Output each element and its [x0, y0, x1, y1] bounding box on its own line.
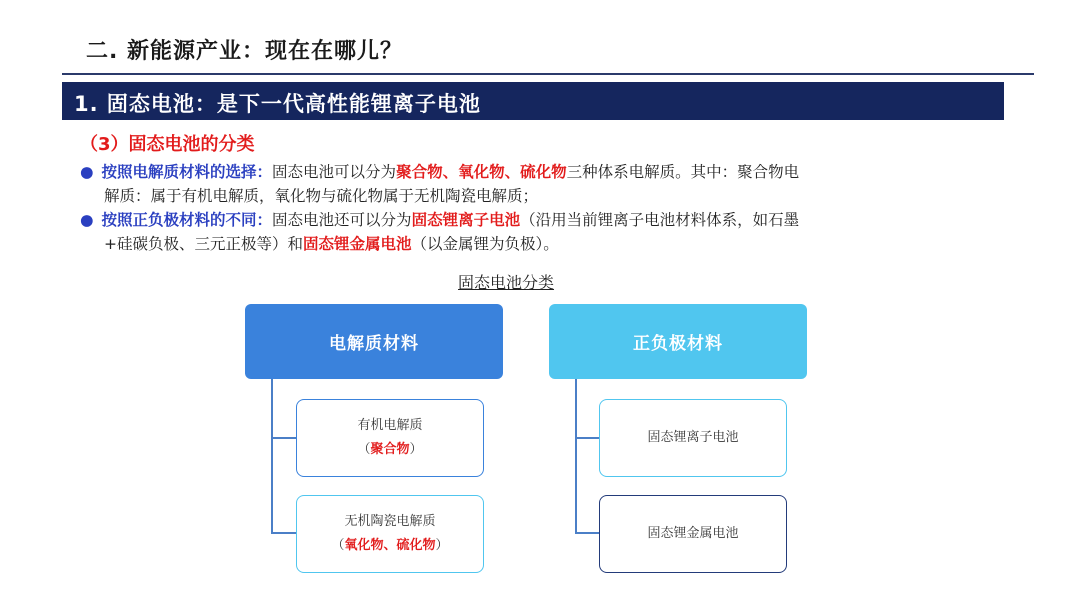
bullet-dot-icon: ● — [80, 163, 94, 181]
sub-heading: （3）固态电池的分类 — [80, 134, 255, 155]
paren: （ — [331, 538, 345, 553]
bullet-electrolyte — [80, 160, 1020, 208]
section-heading: 二. 新能源产业：现在在哪儿？ — [86, 39, 404, 64]
paren: ） — [409, 442, 423, 457]
box-highlight: 聚合物 — [370, 442, 410, 457]
inorganic-electrolyte-box — [296, 495, 484, 573]
connector-line — [575, 532, 599, 534]
bullet-highlight: 固态锂金属电池 — [303, 235, 412, 253]
bullet-text: 三种体系电解质。其中：聚合物电 — [566, 163, 800, 181]
electrode-category-box: 正负极材料 — [549, 304, 807, 379]
bullet-text: 固态电池还可以分为 — [272, 211, 412, 229]
organic-electrolyte-box — [296, 399, 484, 477]
li-metal-battery-box — [599, 495, 787, 573]
connector-line — [271, 532, 296, 534]
bullet-text: （以金属锂为负极）。 — [411, 235, 559, 253]
box-label: 有机电解质 — [357, 418, 423, 433]
li-ion-battery-box — [599, 399, 787, 477]
bullet-highlight: 聚合物、氧化物、硫化物 — [396, 163, 567, 181]
page-title: 1. 固态电池：是下一代高性能锂离子电池 — [74, 92, 481, 116]
connector-line — [271, 379, 273, 533]
connector-line — [575, 379, 577, 533]
bullet-lead: 按照正负极材料的不同： — [101, 211, 273, 229]
box-label: 固态锂金属电池 — [647, 526, 739, 541]
bullet-electrode — [80, 208, 1020, 256]
bullet-text: （沿用当前锂离子电池材料体系，如石墨 — [520, 211, 800, 229]
box-label: 固态锂离子电池 — [647, 430, 739, 445]
box-highlight: 氧化物、硫化物 — [344, 538, 436, 553]
electrolyte-category-box: 电解质材料 — [245, 304, 503, 379]
connector-line — [271, 437, 296, 439]
bullet-text: +硅碳负极、三元正极等）和 — [104, 235, 303, 253]
diagram-caption: 固态电池分类 — [458, 273, 555, 292]
bullet-dot-icon: ● — [80, 211, 94, 229]
paren: ） — [435, 538, 449, 553]
divider — [62, 73, 1034, 75]
bullet-line2: 解质：属于有机电解质，氧化物与硫化物属于无机陶瓷电解质； — [104, 187, 539, 205]
paren: （ — [357, 442, 371, 457]
bullet-text: 固态电池可以分为 — [272, 163, 397, 181]
connector-line — [575, 437, 599, 439]
bullet-lead: 按照电解质材料的选择： — [101, 163, 273, 181]
bullet-highlight: 固态锂离子电池 — [411, 211, 521, 229]
box-label: 无机陶瓷电解质 — [344, 514, 436, 529]
